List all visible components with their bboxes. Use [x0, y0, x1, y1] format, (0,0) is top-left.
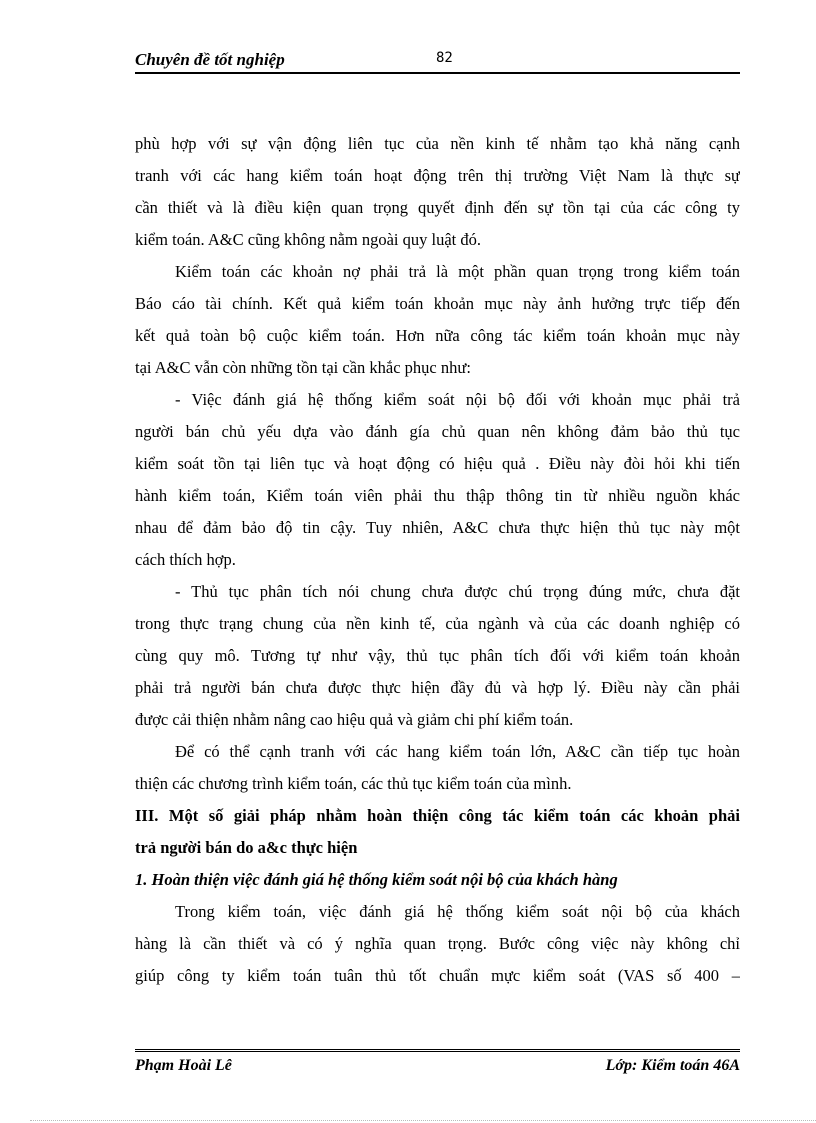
subsection-heading: 1. Hoàn thiện việc đánh giá hệ thống kiểm soát nội bộ của khách hàng — [135, 870, 618, 889]
text-line: Báo cáo tài chính. Kết quả kiểm toán khoản mục này ảnh hưởng trực tiếp đến — [135, 294, 740, 313]
text-line: kiểm toán. A&C cũng không nằm ngoài quy luật đó. — [135, 230, 482, 249]
text-line: được cải thiện nhằm nâng cao hiệu quả và giảm chi phí kiểm toán. — [135, 710, 574, 729]
text-line: phải trả người bán chưa được thực hiện đầy đủ và hợp lý. Điều này cần phải — [135, 678, 740, 697]
text-line: cùng quy mô. Tương tự như vậy, thủ tục phân tích đối với kiểm toán khoản — [135, 646, 740, 665]
text-line: Để có thể cạnh tranh với các hang kiểm toán lớn, A&C cần tiếp tục hoàn — [175, 742, 740, 761]
text-line: - Việc đánh giá hệ thống kiểm soát nội bộ đối với khoản mục phải trả — [175, 390, 740, 409]
text-line: Trong kiểm toán, việc đánh giá hệ thống kiểm soát nội bộ của khách — [175, 902, 740, 921]
text-line: cách thích hợp. — [135, 550, 236, 569]
text-line: thiện các chương trình kiểm toán, các thủ tục kiểm toán của mình. — [135, 774, 572, 793]
page-number: 82 — [436, 50, 453, 66]
text-line: tại A&C vẫn còn những tồn tại cần khắc phục như: — [135, 358, 471, 377]
text-line: hàng là cần thiết và có ý nghĩa quan trọng. Bước công việc này không chỉ — [135, 934, 740, 953]
footer-class: Lớp: Kiểm toán 46A — [605, 1057, 740, 1074]
text-line: phù hợp với sự vận động liên tục của nền kinh tế nhằm tạo khả năng cạnh — [135, 134, 740, 153]
text-line: - Thủ tục phân tích nói chung chưa được chú trọng đúng mức, chưa đặt — [175, 582, 740, 601]
page-footer — [135, 1049, 740, 1078]
text-line: giúp công ty kiểm toán tuân thủ tốt chuẩn mực kiểm soát (VAS số 400 – — [135, 966, 740, 985]
header-title: Chuyên đề tốt nghiệp — [135, 50, 285, 69]
text-line: kết quả toàn bộ cuộc kiểm toán. Hơn nữa công tác kiểm toán khoản mục này — [135, 326, 740, 345]
footer-author: Phạm Hoài Lê — [135, 1057, 232, 1074]
section-heading: III. Một số giải pháp nhằm hoàn thiện công tác kiểm toán các khoản phải — [135, 806, 740, 825]
text-line: trong thực trạng chung của nền kinh tế, của ngành và của các doanh nghiệp có — [135, 614, 740, 633]
page-header — [135, 44, 740, 74]
text-line: nhau để đảm bảo độ tin cậy. Tuy nhiên, A&C chưa thực hiện thủ tục này một — [135, 518, 740, 537]
text-line: cần thiết và là điều kiện quan trọng quyết định đến sự tồn tại của các công ty — [135, 198, 740, 217]
page-edge-divider — [30, 1120, 816, 1121]
document-body — [135, 128, 740, 992]
text-line: người bán chủ yếu dựa vào đánh gía chủ quan nên không đảm bảo thủ tục — [135, 422, 740, 441]
section-heading: trả người bán do a&c thực hiện — [135, 838, 358, 857]
text-line: tranh với các hang kiểm toán hoạt động trên thị trường Việt Nam là thực sự — [135, 166, 740, 185]
text-line: hành kiểm toán, Kiểm toán viên phải thu thập thông tin từ nhiều nguồn khác — [135, 486, 740, 505]
text-line: kiểm soát tồn tại liên tục và hoạt động có hiệu quả . Điều này đòi hỏi khi tiến — [135, 454, 740, 473]
text-line: Kiểm toán các khoản nợ phải trả là một phần quan trọng trong kiểm toán — [175, 262, 740, 281]
